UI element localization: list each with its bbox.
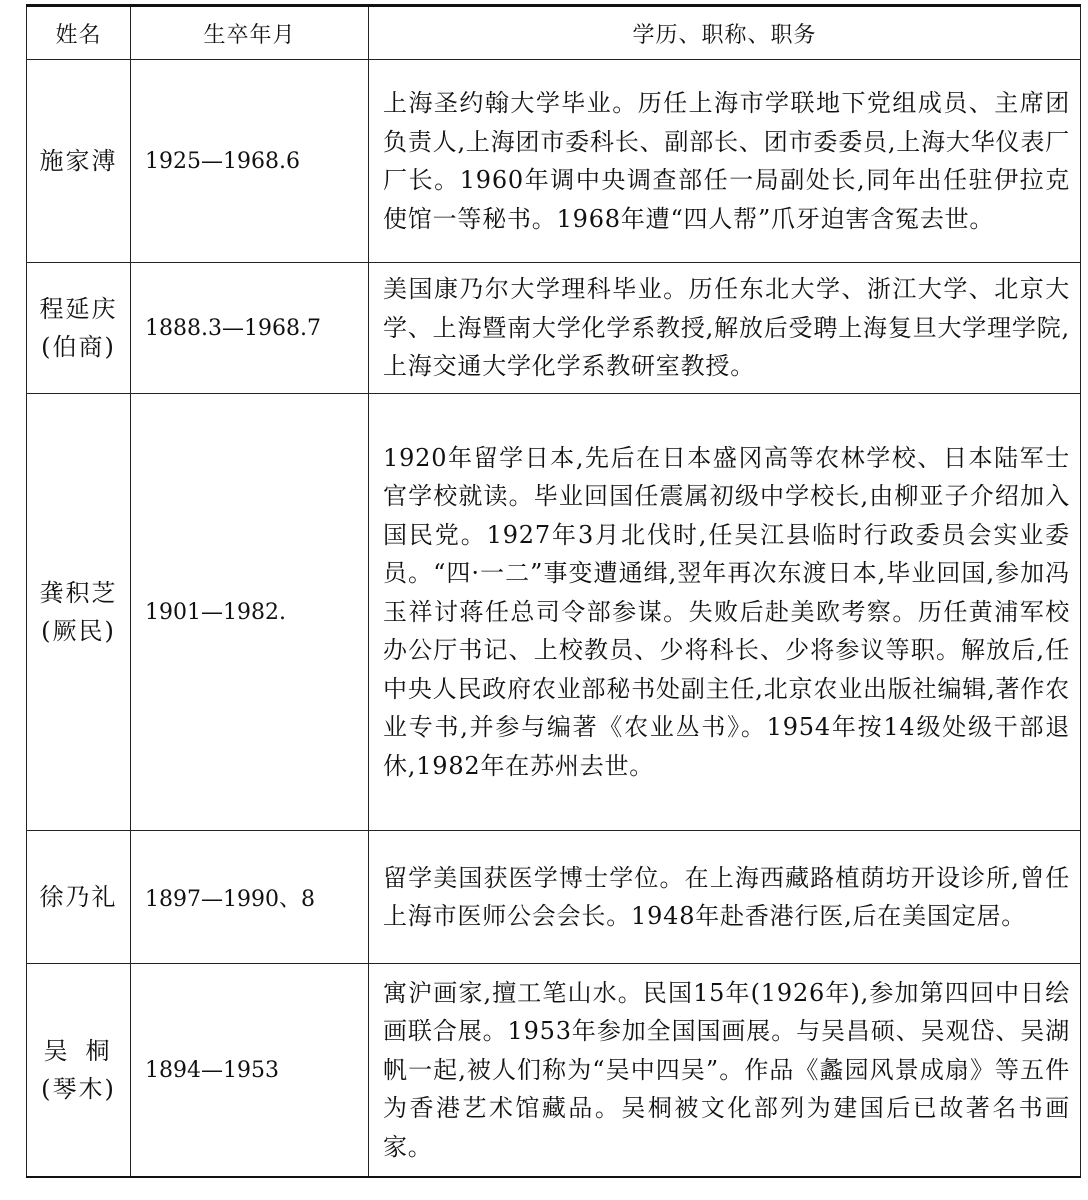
header-description: 学历、职称、职务 [369,6,1081,60]
header-row [27,6,1081,60]
person-name-cell [27,60,131,263]
table-row [27,964,1081,1178]
person-name-cell [27,394,131,831]
description-cell: 寓沪画家,擅工笔山水。民国15年(1926年),参加第四回中日绘画联合展。1953年参加全国国画展。与吴昌硕、吴观岱、吴湖帆一起,被人们称为“吴中四吴”。作品《蠡园风景成扇》等五件为香港艺术馆藏品。吴桐被文化部列为建国后已故著名书画家。 [369,964,1081,1178]
person-name: 龚积芝 [39,579,118,607]
biography-table [26,4,1081,1178]
dates-cell: 1894—1953 [131,964,369,1178]
person-alt-name: (琴木) [41,1075,116,1103]
table-row [27,60,1081,263]
dates-cell: 1925—1968.6 [131,60,369,263]
dates-cell: 1888.3—1968.7 [131,263,369,394]
person-name: 徐乃礼 [39,883,118,911]
person-alt-name: (厥民) [41,617,116,645]
person-name-cell [27,964,131,1178]
header-name: 姓名 [27,6,131,60]
person-name: 吴桐 [43,1037,128,1065]
person-name-cell [27,263,131,394]
person-name-cell [27,831,131,964]
description-cell: 留学美国获医学博士学位。在上海西藏路植荫坊开设诊所,曾任上海市医师公会会长。1948年赴香港行医,后在美国定居。 [369,831,1081,964]
header-dates: 生卒年月 [131,6,369,60]
person-alt-name: (伯商) [41,333,116,361]
description-cell: 上海圣约翰大学毕业。历任上海市学联地下党组成员、主席团负责人,上海团市委科长、副部长、团市委委员,上海大华仪表厂厂长。1960年调中央调查部任一局副处长,同年出任驻伊拉克使馆一等秘书。1968年遭“四人帮”爪牙迫害含冤去世。 [369,60,1081,263]
table-row [27,263,1081,394]
person-name: 施家溥 [39,147,118,175]
table-row [27,394,1081,831]
dates-cell: 1897—1990、8 [131,831,369,964]
description-cell: 1920年留学日本,先后在日本盛冈高等农林学校、日本陆军士官学校就读。毕业回国任震属初级中学校长,由柳亚子介绍加入国民党。1927年3月北伐时,任吴江县临时行政委员会实业委员。“四·一二”事变遭通缉,翌年再次东渡日本,毕业回国,参加冯玉祥讨蒋任总司令部参谋。失败后赴美欧考察。历任黄浦军校办公厅书记、上校教员、少将科长、少将参议等职。解放后,任中央人民政府农业部秘书处副主任,北京农业出版社编辑,著作农业专书,并参与编著《农业丛书》。1954年按14级处级干部退休,1982年在苏州去世。 [369,394,1081,831]
table-row [27,831,1081,964]
dates-cell: 1901—1982. [131,394,369,831]
person-name: 程延庆 [39,295,118,323]
description-cell: 美国康乃尔大学理科毕业。历任东北大学、浙江大学、北京大学、上海暨南大学化学系教授,解放后受聘上海复旦大学理学院,上海交通大学化学系教研室教授。 [369,263,1081,394]
